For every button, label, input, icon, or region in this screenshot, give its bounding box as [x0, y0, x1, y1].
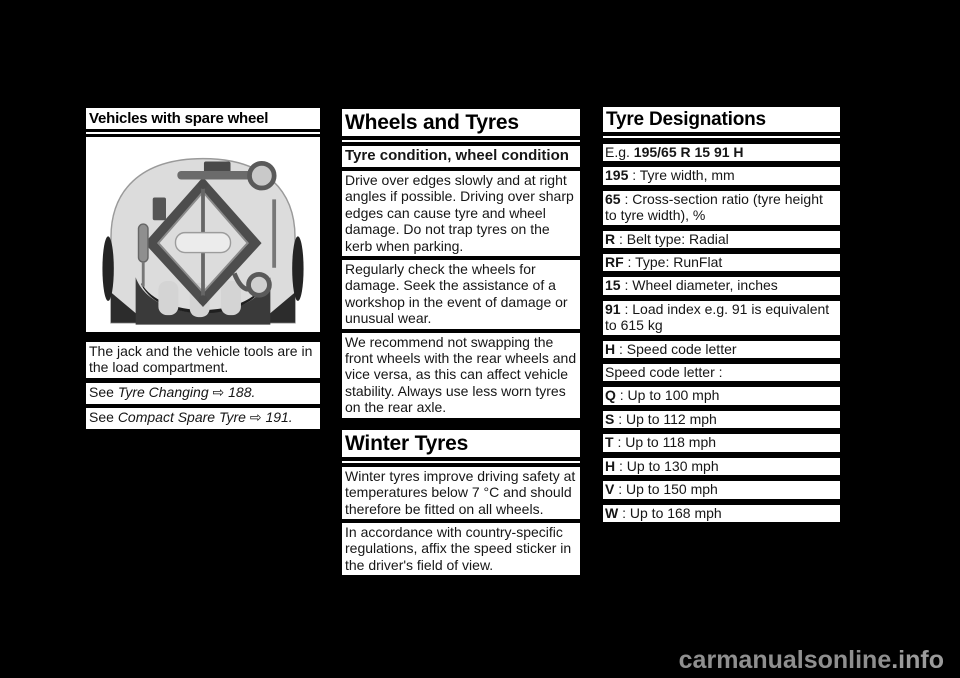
left-column	[86, 108, 320, 429]
tyre-designation-row	[603, 505, 840, 522]
tyre-code-description: : Tyre width, mm	[628, 167, 735, 184]
tyre-code: V	[605, 481, 615, 498]
tyre-designation-row	[603, 411, 840, 428]
watermark-site: carmanualsonline	[678, 646, 892, 674]
reference-page: 191.	[261, 408, 293, 425]
watermark	[679, 646, 944, 675]
subheading-tyre-condition: Tyre condition, wheel condition	[342, 146, 580, 167]
tyre-code: S	[605, 410, 615, 427]
cross-reference-arrow-icon: ⇨	[212, 383, 225, 400]
paragraph: Drive over edges slowly and at right angles if possible. Driving over sharp edges can cause tyre and wheel damage. Do not trap tyres on the kerb when parking.	[342, 171, 580, 256]
tyre-designation-row	[603, 458, 840, 475]
tyre-code: 91	[605, 300, 621, 317]
middle-column	[342, 109, 580, 579]
tyre-designation-row	[603, 387, 840, 404]
tyre-code: 65	[605, 190, 621, 207]
paragraph: Regularly check the wheels for damage. Seek the assistance of a workshop in the event of damage or unusual wear.	[342, 260, 580, 329]
tyre-code-description: : Up to 130 mph	[615, 457, 719, 474]
tyre-designation-row	[603, 301, 840, 335]
tyre-designation-row	[603, 277, 840, 294]
reference-title: Compact Spare Tyre	[117, 408, 246, 425]
section-heading-text: Tyre Designations	[603, 109, 840, 136]
cross-reference	[86, 408, 320, 429]
tyre-code: 195	[605, 167, 629, 184]
section-heading-wheels-and-tyres	[342, 109, 580, 142]
tyre-code: 15	[605, 277, 621, 294]
section-heading-text: Wheels and Tyres	[342, 111, 580, 140]
tyre-designation-row	[603, 144, 840, 161]
tyre-code: W	[605, 504, 619, 521]
jack-location-paragraph: The jack and the vehicle tools are in the load compartment.	[86, 342, 320, 378]
tyre-code-description: : Up to 168 mph	[618, 504, 722, 521]
tyre-designation-row	[603, 254, 840, 271]
tyre-code: 195/65 R 15 91 H	[633, 144, 744, 160]
section-heading-winter-tyres	[342, 430, 580, 463]
tyre-code: H	[605, 457, 616, 474]
see-prefix: See	[89, 383, 118, 400]
cross-reference-list	[86, 383, 320, 429]
tyre-code: RF	[605, 254, 624, 271]
winter-tyres-paragraphs	[342, 467, 580, 579]
tyre-code-description: : Up to 118 mph	[613, 434, 717, 451]
section-heading-text: Winter Tyres	[342, 432, 580, 461]
paragraph: In accordance with country-specific regulations, affix the speed sticker in the driver's field of view.	[342, 523, 580, 575]
paragraph: We recommend not swapping the front wheels with the rear wheels and vice versa, as this can affect vehicle stability. Always use less worn tyres on the rear axle.	[342, 333, 580, 418]
tyre-code-description: : Up to 112 mph	[614, 410, 717, 427]
see-prefix: See	[89, 408, 118, 425]
tyre-designation-row	[603, 191, 840, 225]
cross-reference-arrow-icon: ⇨	[249, 408, 262, 425]
tyre-designation-rows	[603, 144, 840, 528]
tyre-code: R	[605, 230, 616, 247]
reference-page: 188.	[224, 383, 256, 400]
spare-wheel-tools-figure	[86, 137, 320, 332]
section-heading-tyre-designations	[603, 107, 840, 138]
reference-title: Tyre Changing	[117, 383, 209, 400]
tyre-designation-row	[603, 167, 840, 184]
section-heading-vehicles-with-spare-wheel	[86, 108, 320, 134]
row-prefix: Speed code letter :	[605, 364, 723, 381]
tyre-code: T	[605, 434, 614, 451]
cross-reference	[86, 383, 320, 404]
watermark-tld: .info	[891, 646, 944, 674]
tyre-code-description: : Speed code letter	[615, 340, 737, 357]
jack-and-tools-illustration	[92, 140, 314, 330]
tyre-code-description: : Up to 150 mph	[614, 481, 718, 498]
tyre-code: Q	[605, 387, 616, 404]
tyre-code-description: : Wheel diameter, inches	[620, 277, 778, 294]
tyre-code-description: : Type: RunFlat	[623, 254, 723, 271]
tyre-designation-row	[603, 231, 840, 248]
tyre-code: H	[605, 340, 616, 357]
right-column	[603, 107, 840, 528]
row-prefix: E.g.	[605, 144, 634, 160]
tyre-designation-row	[603, 341, 840, 358]
tyre-code-description: : Load index e.g. 91 is equivalent to 615 kg	[605, 300, 830, 334]
section-heading-text: Vehicles with spare wheel	[86, 110, 320, 132]
tyre-designation-row	[603, 434, 840, 451]
tyre-code-description: : Belt type: Radial	[615, 230, 729, 247]
tyre-designation-row	[603, 481, 840, 498]
tyre-code-description: : Up to 100 mph	[615, 387, 720, 404]
paragraph: Winter tyres improve driving safety at temperatures below 7 °C and should therefore be fitted on all wheels.	[342, 467, 580, 519]
tyre-code-description: : Cross-section ratio (tyre height to tyre width), %	[605, 190, 823, 224]
tyre-condition-paragraphs	[342, 171, 580, 422]
tyre-designation-row	[603, 364, 840, 381]
